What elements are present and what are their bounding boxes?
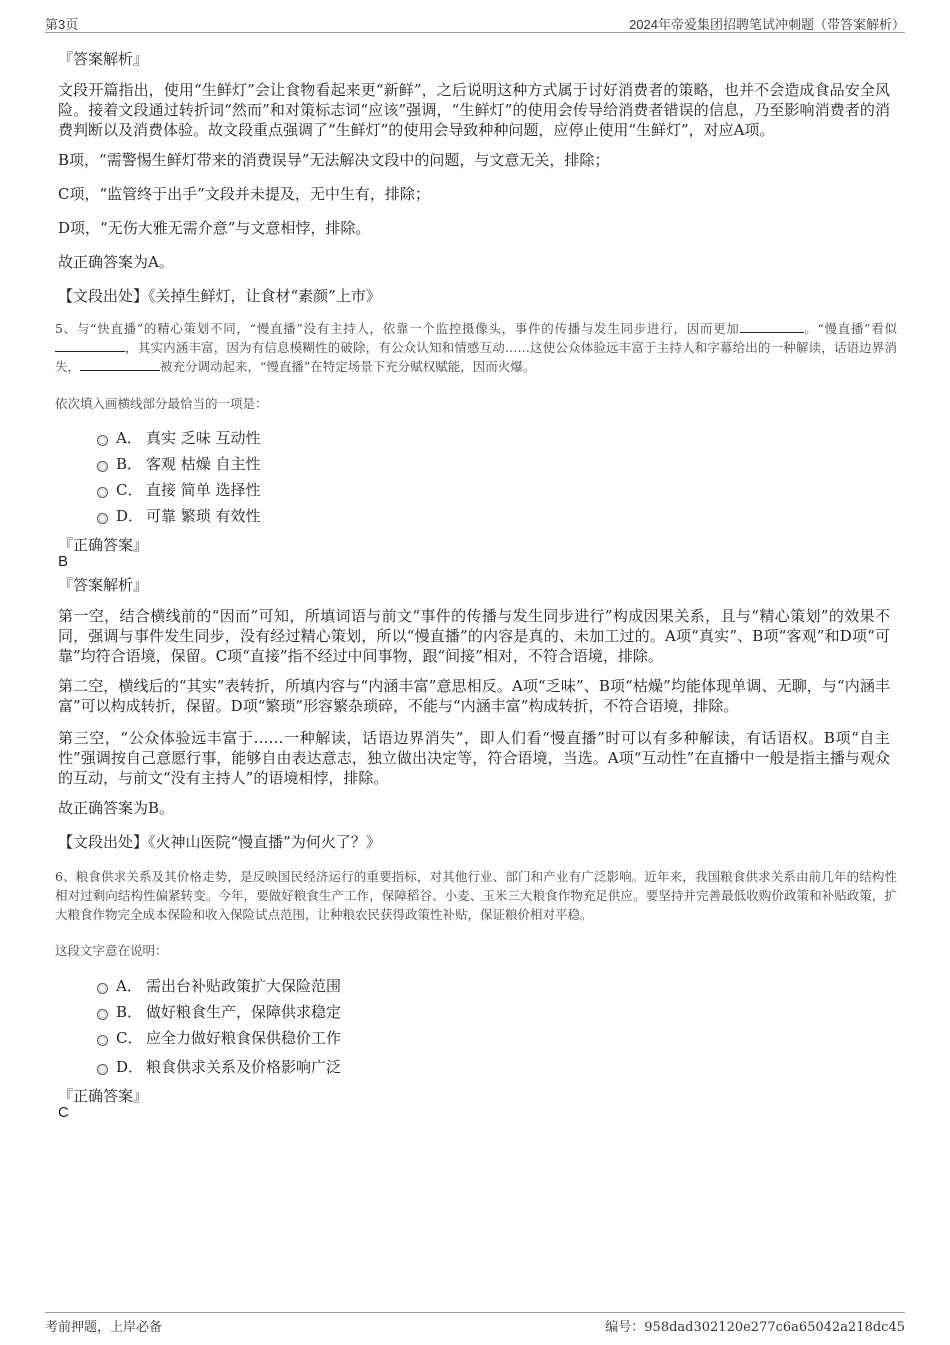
q6-option-a[interactable]: [97, 975, 341, 995]
q5-blank-1: [740, 320, 804, 333]
page-number: 第3页: [45, 17, 79, 32]
q5-analysis-paragraph-2: 第二空，横线后的“其实”表转折，所填内容与“内涵丰富”意思相反。A项“乏味”、B项“枯燥”均能体现单调、无聊，与“内涵丰富”可以构成转折，保留。D项“繁琐”形容繁杂琐碎，不能与“内涵丰富”构成转折，不符合语境，排除。: [58, 677, 890, 715]
q5-text-part-1: 5、与“快直播”的精心策划不同，“慢直播”没有主持人，依靠一个监控摄像头，事件的传播与发生同步进行，因而更加: [55, 321, 740, 336]
q5-answer: B: [58, 553, 69, 570]
page-footer: [45, 1312, 905, 1333]
q5-source: 【文段出处】《火神山医院“慢直播”为何火了？》: [58, 833, 381, 851]
q4-conclusion: 故正确答案为A。: [58, 253, 174, 271]
option-letter: D．: [116, 1057, 144, 1076]
option-text: 真实 乏味 互动性: [146, 428, 261, 447]
q5-option-c[interactable]: [97, 479, 261, 499]
radio-icon[interactable]: [97, 1064, 108, 1075]
q5-analysis-paragraph-1: 第一空，结合横线前的“因而”可知，所填词语与前文“事件的传播与发生同步进行”构成因果关系，且与“精心策划”的效果不同，强调与事件发生同步，没有经过精心策划，所以“慢直播”的内容是真的、未加工过的。A项“真实”、B项“客观”和D项“可靠”均符合语境，保留。C项“直接”指不经过中间事物，跟“间接”相对，不符合语境，排除。: [58, 607, 890, 665]
option-letter: D．: [116, 506, 144, 525]
option-letter: A．: [116, 976, 142, 995]
option-letter: C．: [116, 480, 143, 499]
q4-analysis-paragraph-2: B项，“需警惕生鲜灯带来的消费误导”无法解决文段中的问题，与文意无关，排除；: [58, 151, 610, 169]
q4-analysis-label: 『答案解析』: [58, 50, 149, 68]
q4-analysis-paragraph-1: 文段开篇指出，使用“生鲜灯”会让食物看起来更“新鲜”，之后说明这种方式属于讨好消费者的策略，也并不会造成食品安全风险。接着文段通过转折词“然而”和对策标志词“应该”强调，“生鲜灯”的使用会传导给消费者错误的信息，乃至影响消费者的消费判断以及消费体验。故文段重点强调了“生鲜灯”的使用会导致种种问题，应停止使用“生鲜灯”，对应A项。: [58, 81, 890, 139]
option-letter: B．: [116, 454, 143, 473]
footer-slogan: 考前押题，上岸必备: [45, 1320, 163, 1335]
q6-answer: C: [58, 1104, 69, 1121]
q5-text-part-4: 被充分调动起来，“慢直播”在特定场景下充分赋权赋能，因而火爆。: [160, 359, 536, 374]
option-text: 应全力做好粮食保供稳价工作: [146, 1028, 342, 1047]
document-code: 编号：958dad302120e277c6a65042a218dc45: [605, 1320, 905, 1335]
q5-question-text: [55, 319, 897, 376]
q5-analysis-paragraph-3: 第三空，“公众体验远丰富于……一种解读，话语边界消失”，即人们看“慢直播”时可以有多种解读，有话语权。B项“自主性”强调按自己意愿行事，能够自由表达意志，独立做出决定等，符合语境，当选。A项“互动性”在直播中一般是指主播与观众的互动，与前文“没有主持人”的语境相悖，排除。: [58, 729, 890, 787]
q5-option-a[interactable]: [97, 427, 261, 447]
q4-analysis-paragraph-3: C项，“监管终于出手”文段并未提及，无中生有，排除；: [58, 185, 430, 203]
q5-answer-label: 『正确答案』: [58, 536, 149, 554]
page-header: [45, 14, 905, 33]
q5-blank-3: [80, 358, 160, 371]
q5-prompt: 依次填入画横线部分最恰当的一项是：: [55, 396, 268, 411]
option-text: 客观 枯燥 自主性: [146, 454, 261, 473]
radio-icon[interactable]: [97, 487, 108, 498]
document-title: 2024年帝爱集团招聘笔试冲刺题（带答案解析）: [629, 17, 905, 32]
option-text: 需出台补贴政策扩大保险范围: [146, 976, 342, 995]
radio-icon[interactable]: [97, 1009, 108, 1020]
q6-answer-label: 『正确答案』: [58, 1087, 149, 1105]
q6-question-text: 6、粮食供求关系及其价格走势，是反映国民经济运行的重要指标，对其他行业、部门和产业有广泛影响。近年来，我国粮食供求关系由前几年的结构性相对过剩向结构性偏紧转变。今年，要做好粮食生产工作，保障稻谷、小麦、玉米三大粮食作物充足供应。要坚持并完善最低收购价政策和补贴政策，扩大粮食作物完全成本保险和收入保险试点范围，让种粮农民获得政策性补贴，保证粮价相对平稳。: [55, 869, 897, 922]
radio-icon[interactable]: [97, 983, 108, 994]
option-letter: A．: [116, 428, 142, 447]
radio-icon[interactable]: [97, 461, 108, 472]
option-text: 粮食供求关系及价格影响广泛: [146, 1057, 342, 1076]
q5-text-part-3: ，其实内涵丰富，因为有信息模糊性的破除，有公众认知和情感互动……这使公众体验远丰富于主持人和字幕给出的一种解读，话语边界消失，: [55, 340, 897, 374]
radio-icon[interactable]: [97, 1035, 108, 1046]
radio-icon[interactable]: [97, 513, 108, 524]
option-text: 做好粮食生产，保障供求稳定: [146, 1002, 342, 1021]
q6-prompt: 这段文字意在说明：: [55, 943, 168, 958]
q5-analysis-label: 『答案解析』: [58, 576, 149, 594]
q4-source: 【文段出处】《关掉生鲜灯，让食材“素颜”上市》: [58, 287, 381, 305]
q6-option-c[interactable]: [97, 1027, 341, 1047]
q5-option-d[interactable]: [97, 505, 261, 525]
option-letter: B．: [116, 1002, 143, 1021]
option-text: 直接 简单 选择性: [146, 480, 261, 499]
q4-analysis-paragraph-4: D项，“无伤大雅无需介意”与文意相悖，排除。: [58, 219, 371, 237]
q6-option-d[interactable]: [97, 1056, 341, 1076]
radio-icon[interactable]: [97, 435, 108, 446]
q5-conclusion: 故正确答案为B。: [58, 799, 175, 817]
option-letter: C．: [116, 1028, 143, 1047]
option-text: 可靠 繁琐 有效性: [146, 506, 261, 525]
q6-option-b[interactable]: [97, 1001, 341, 1021]
q5-blank-2: [55, 339, 125, 352]
q5-text-part-2: 。“慢直播”看似: [803, 321, 897, 336]
q5-option-b[interactable]: [97, 453, 261, 473]
